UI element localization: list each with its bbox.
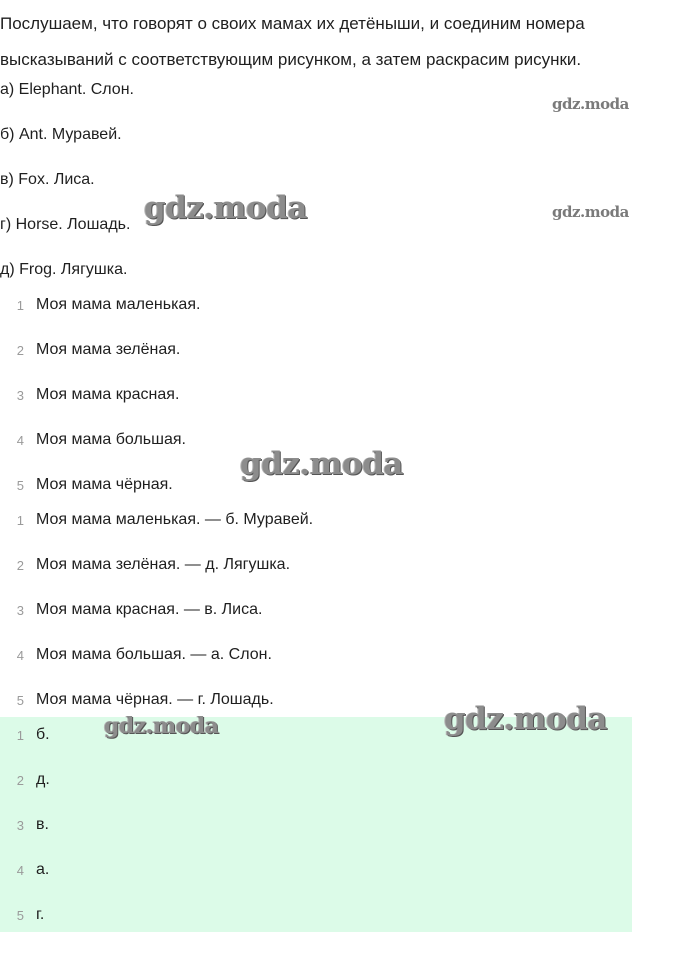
item-number: 4 [16,862,24,878]
item-number: 3 [16,387,24,403]
list-item [0,643,272,667]
list-item [0,338,180,362]
item-text: а. [36,861,50,878]
list-item [0,768,50,792]
item-number: 1 [16,512,24,528]
item-text: в. [36,816,49,833]
option-g: г) Horse. Лошадь. [0,216,131,233]
item-text: Моя мама большая. [36,431,186,448]
list-item [0,813,49,837]
item-text: г. [36,906,45,923]
option-b: б) Ant. Муравей. [0,126,122,143]
watermark: gdz.moda [552,95,629,113]
option-d: д) Frog. Лягушка. [0,261,128,278]
item-number: 2 [16,557,24,573]
item-text: Моя мама красная. [36,386,180,403]
item-text: Моя мама чёрная. [36,476,173,493]
watermark: gdz.moda [444,701,607,737]
item-text: Моя мама чёрная. — г. Лошадь. [36,691,274,708]
option-a: а) Elephant. Слон. [0,81,134,98]
list-item [0,723,50,747]
item-text: б. [36,726,50,743]
item-number: 1 [16,297,24,313]
list-item [0,428,186,452]
watermark: gdz.moda [144,190,307,226]
item-number: 2 [16,772,24,788]
item-number: 5 [16,477,24,493]
answers-box [0,717,632,932]
list-item [0,858,49,882]
item-number: 5 [16,907,24,923]
item-text: Моя мама красная. — в. Лиса. [36,601,263,618]
item-number: 4 [16,647,24,663]
item-text: Моя мама большая. — а. Слон. [36,646,272,663]
list-item [0,473,173,497]
list-item [0,383,179,407]
option-v: в) Fox. Лиса. [0,171,95,188]
item-text: Моя мама маленькая. [36,296,201,313]
item-number: 5 [16,692,24,708]
item-number: 4 [16,432,24,448]
watermark: gdz.moda [104,713,219,739]
task-intro: Послушаем, что говорят о своих мамах их детёныши, и соединим номера высказываний с соответствующим рисунком, а затем раскрасим рисунки. [0,14,585,69]
list-item [0,508,313,532]
item-text: Моя мама зелёная. — д. Лягушка. [36,556,291,573]
list-item [0,688,274,712]
list-item [0,598,262,622]
list-item [0,903,44,927]
list-item [0,293,200,317]
list-item [0,553,290,577]
item-number: 1 [16,727,24,743]
item-number: 2 [16,342,24,358]
item-text: Моя мама зелёная. [36,341,181,358]
item-number: 3 [16,817,24,833]
watermark: gdz.moda [240,446,403,482]
item-number: 3 [16,602,24,618]
item-text: Моя мама маленькая. — б. Муравей. [36,511,314,528]
watermark: gdz.moda [552,203,629,221]
item-text: д. [36,771,50,788]
